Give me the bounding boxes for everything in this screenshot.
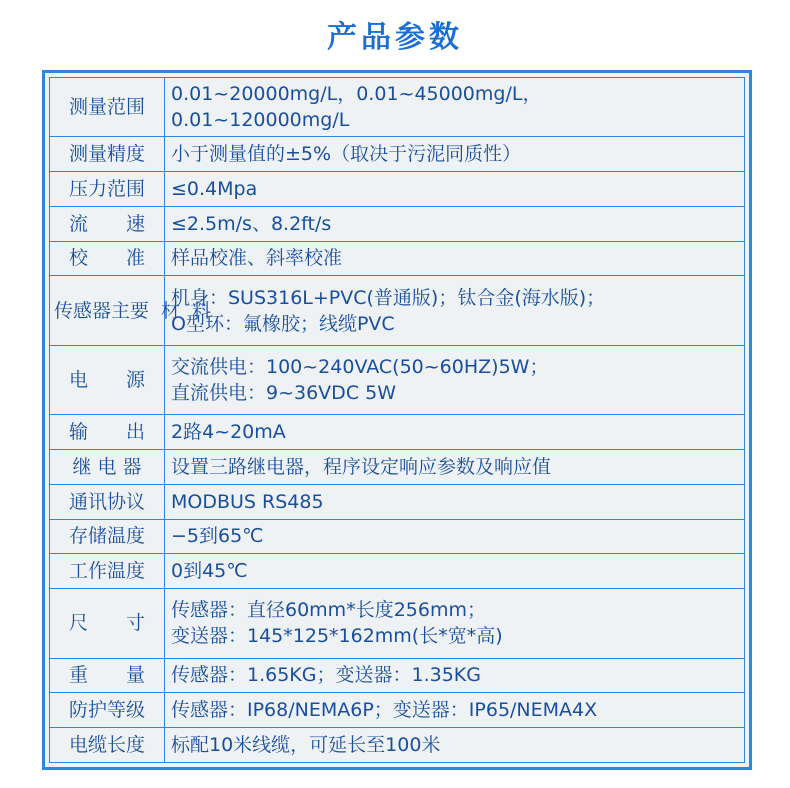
spec-value-line: ≤2.5m/s、8.2ft/s xyxy=(171,212,332,235)
spec-value-line: ≤0.4Mpa xyxy=(171,177,258,200)
spec-value xyxy=(165,450,745,485)
spec-row xyxy=(50,345,745,415)
spec-label: 电缆长度 xyxy=(50,728,165,763)
spec-value xyxy=(165,658,745,693)
spec-row xyxy=(50,415,745,450)
spec-label: 尺 寸 xyxy=(50,589,165,659)
spec-row xyxy=(50,137,745,172)
spec-value xyxy=(165,78,745,137)
spec-label: 电 源 xyxy=(50,345,165,415)
spec-label: 压力范围 xyxy=(50,172,165,207)
spec-value xyxy=(165,693,745,728)
spec-label: 防护等级 xyxy=(50,693,165,728)
spec-row xyxy=(50,728,745,763)
spec-table xyxy=(49,77,745,763)
spec-label: 测量范围 xyxy=(50,78,165,137)
spec-value-line: 直流供电：9~36VDC 5W xyxy=(171,382,396,405)
spec-value xyxy=(165,519,745,554)
spec-row xyxy=(50,519,745,554)
spec-value-line: 传感器：IP68/NEMA6P；变送器：IP65/NEMA4X xyxy=(171,699,598,722)
spec-value xyxy=(165,589,745,659)
spec-table-frame xyxy=(42,70,752,770)
spec-value xyxy=(165,415,745,450)
spec-label: 工作温度 xyxy=(50,554,165,589)
spec-label: 输 出 xyxy=(50,415,165,450)
spec-row xyxy=(50,172,745,207)
spec-label: 传感器主要材料 xyxy=(50,276,165,346)
spec-row xyxy=(50,276,745,346)
spec-value xyxy=(165,241,745,276)
spec-value xyxy=(165,172,745,207)
spec-row xyxy=(50,78,745,137)
spec-value-line: 2路4~20mA xyxy=(171,421,286,444)
spec-value-line: 设置三路继电器，程序设定响应参数及响应值 xyxy=(171,455,552,478)
spec-value-line: MODBUS RS485 xyxy=(171,490,324,513)
spec-value xyxy=(165,728,745,763)
spec-value xyxy=(165,484,745,519)
spec-row xyxy=(50,693,745,728)
spec-row xyxy=(50,484,745,519)
page-title: 产品参数 xyxy=(327,20,463,55)
spec-row xyxy=(50,589,745,659)
spec-value xyxy=(165,276,745,346)
spec-label: 校 准 xyxy=(50,241,165,276)
spec-value xyxy=(165,206,745,241)
spec-table-body xyxy=(50,78,745,763)
spec-label: 通讯协议 xyxy=(50,484,165,519)
spec-value-line: 标配10米线缆，可延长至100米 xyxy=(171,734,441,757)
spec-row xyxy=(50,554,745,589)
spec-row xyxy=(50,658,745,693)
spec-label: 重 量 xyxy=(50,658,165,693)
spec-value-line: 0.01~20000mg/L，0.01~45000mg/L， xyxy=(171,83,542,106)
spec-value-line: 样品校准、斜率校准 xyxy=(171,247,343,270)
spec-value-line: 传感器：直径60mm*长度256mm； xyxy=(171,599,486,622)
spec-value-line: 变送器：145*125*162mm(长*宽*高) xyxy=(171,625,503,648)
spec-value-line: 小于测量值的±5%（取决于污泥同质性） xyxy=(171,143,522,166)
spec-value-line: 0到45℃ xyxy=(171,560,248,583)
spec-value-line: 交流供电：100~240VAC(50~60HZ)5W； xyxy=(171,356,549,379)
spec-label: 存储温度 xyxy=(50,519,165,554)
spec-label: 流 速 xyxy=(50,206,165,241)
spec-value-line: 机身：SUS316L+PVC(普通版)；钛合金(海水版)； xyxy=(171,286,606,309)
spec-value-line: 0.01~120000mg/L xyxy=(171,109,350,132)
spec-value xyxy=(165,137,745,172)
spec-value xyxy=(165,554,745,589)
spec-value-line: −5到65℃ xyxy=(171,525,264,548)
spec-label: 继 电 器 xyxy=(50,450,165,485)
spec-value xyxy=(165,345,745,415)
spec-value-line: O型环：氟橡胶；线缆PVC xyxy=(171,312,395,335)
spec-row xyxy=(50,206,745,241)
spec-value-line: 传感器：1.65KG；变送器：1.35KG xyxy=(171,664,481,687)
spec-row xyxy=(50,241,745,276)
spec-row xyxy=(50,450,745,485)
spec-label: 测量精度 xyxy=(50,137,165,172)
